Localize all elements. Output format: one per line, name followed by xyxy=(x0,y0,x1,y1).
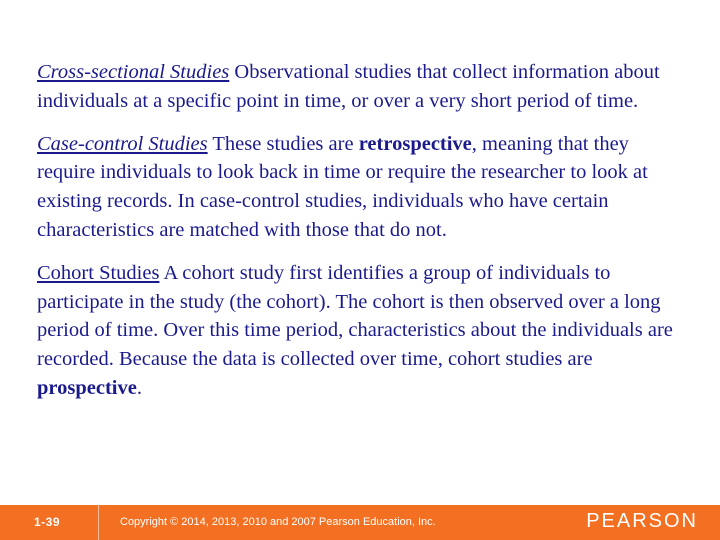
footer-bar xyxy=(0,505,720,540)
case-control-definition-end: , meaning that they require individuals to look back in time or require the researcher to look at existing records. In case-control studies, individuals who have certain characteristics are matched with those that do not. xyxy=(37,132,648,241)
prospective-keyword: prospective xyxy=(37,376,137,399)
page-number: 1-39 xyxy=(34,515,61,529)
footer-divider xyxy=(98,505,99,540)
case-control-paragraph xyxy=(37,130,687,245)
cross-sectional-term: Cross-sectional Studies xyxy=(37,61,230,83)
case-control-term: Case-control Studies xyxy=(37,132,208,155)
cross-sectional-paragraph xyxy=(37,58,687,116)
case-control-definition-start: These studies are xyxy=(207,132,359,155)
pearson-logo: PEARSON xyxy=(586,510,698,532)
copyright-text: Copyright © 2014, 2013, 2010 and 2007 Pearson Education, Inc. xyxy=(120,516,436,528)
slide-body xyxy=(37,58,687,403)
cohort-paragraph xyxy=(37,259,687,403)
cohort-definition-end: . xyxy=(136,376,142,399)
cohort-term: Cohort Studies xyxy=(37,261,160,284)
retrospective-keyword: retrospective xyxy=(358,132,472,155)
cross-sectional-definition: Observational studies that collect information about individuals at a specific point in time, or over a very short period of time. xyxy=(37,61,660,112)
cohort-definition-start: A cohort study first identifies a group of individuals to participate in the study (the cohort). The cohort is then observed over a long period of time. Over this time period, characteristics about the individuals are recorded. Because the data is collected over time, cohort studies are xyxy=(37,261,673,371)
